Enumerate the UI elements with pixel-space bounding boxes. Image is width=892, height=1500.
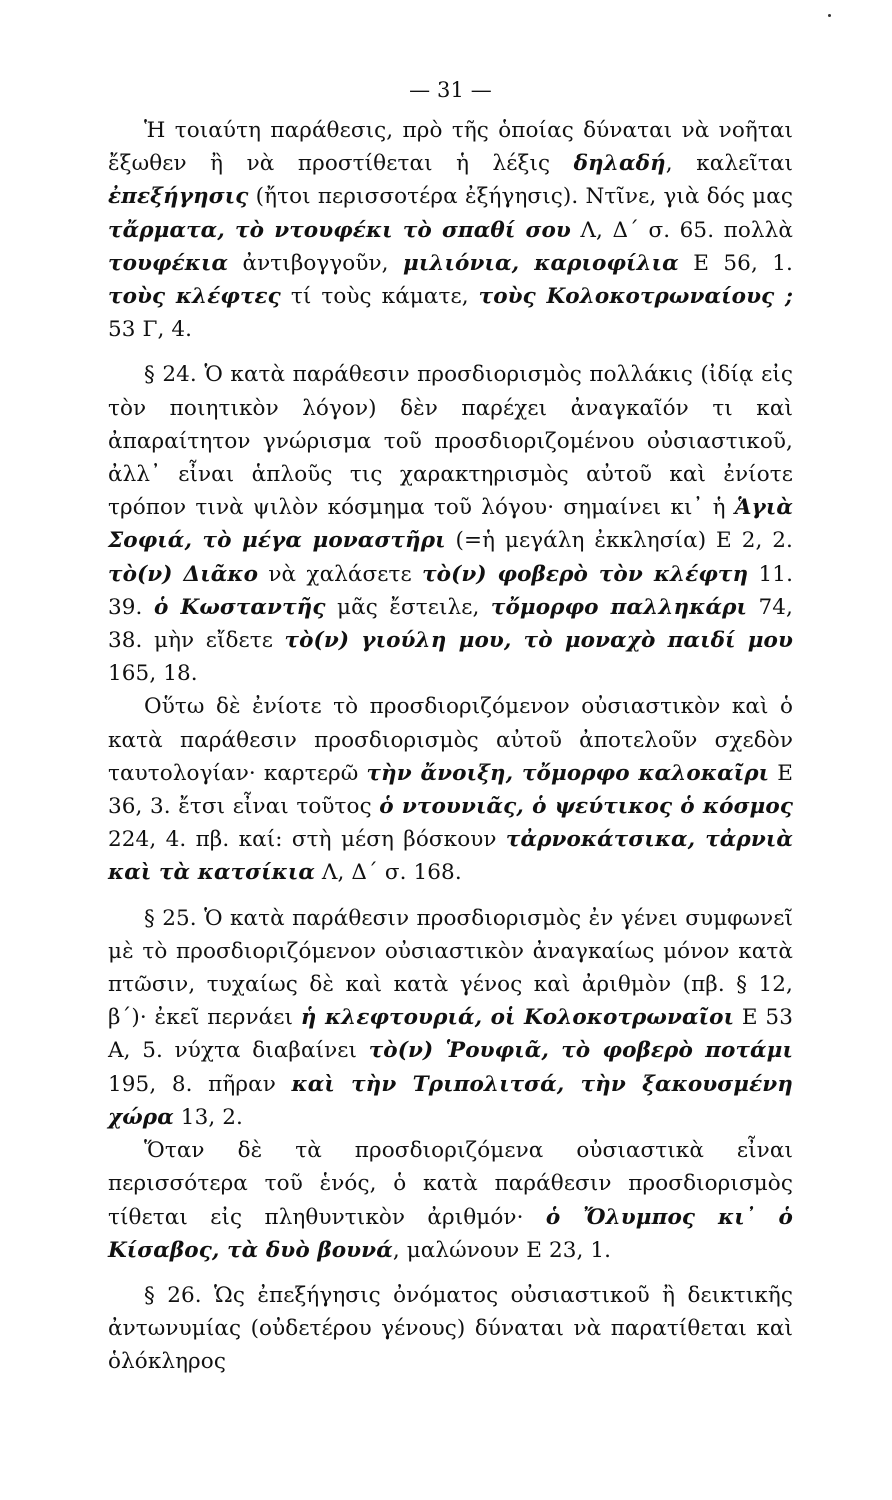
example-phrase: ὁ Ὄλυμπος κι᾽ ὁ Κίσαβος, τὰ δυὸ βουνά [108, 1204, 794, 1263]
text-run: μᾶς ἔστειλε, [325, 594, 491, 620]
text-run: , μαλώνουν Ε 23, 1. [392, 1237, 612, 1263]
paragraph [108, 114, 793, 346]
example-phrase: τὴν ἄνοιξη, τὄμορφο καλοκαῖρι [366, 760, 770, 786]
text-run: § 26. Ὡς ἐπεξήγησις ὀνόματος οὐσιαστικοῦ ἢ δεικτικῆς ἀντωνυμίας (οὐδετέρου γένους) δύναται νὰ παρατίθεται καὶ ὁλόκληρος [108, 1282, 793, 1375]
text-run: (=ἡ μεγάλη ἐκκλησία) Ε 2, 2. [445, 528, 793, 554]
paragraph [108, 1134, 793, 1267]
example-phrase: τουφέκια [108, 250, 229, 276]
text-run: § 25. Ὁ κατὰ παράθεσιν προσδιορισμὸς ἐν γένει συμφωνεῖ μὲ τὸ προσδιοριζόμενον οὐσιαστικὸν ἀναγκαίως μόνον κατὰ πτῶσιν, τυχαίως δὲ καὶ κατὰ γένος καὶ ἀριθμὸν (πβ. § 12, β΄)· ἐκεῖ περνάει [108, 905, 793, 1031]
text-run: νὰ χαλάσετε [258, 561, 423, 587]
text-run: § 24. Ὁ κατὰ παράθεσιν προσδιορισμὸς πολλάκις (ἰδίᾳ εἰς τὸν ποιητικὸν λόγον) δὲν παρέχει ἀναγκαῖόν τι καὶ ἀπαραίτητον γνώρισμα τοῦ προσδιοριζομένου οὐσιαστικοῦ, ἀλλ᾽ εἶναι ἁπλοῦς τις χαρακτηρισμὸς αὐτοῦ καὶ ἐνίοτε τρόπον τινὰ ψιλὸν κόσμημα τοῦ λόγου· σημαίνει κι᾽ ἡ [108, 362, 793, 521]
text-run: Λ, Δ΄ σ. 168. [315, 860, 462, 886]
example-phrase: τἄρματα, τὸ ντουφέκι τὸ σπαθί σου [108, 217, 571, 243]
example-phrase: μιλιόνια, καριοφίλια [403, 250, 679, 276]
text-run: Ε 36, 3. ἔτσι εἶναι τοῦτος [108, 760, 793, 820]
text-run: Ε 53 Α, 5. νύχτα διαβαίνει [108, 1005, 793, 1064]
example-phrase: δηλαδή [573, 151, 666, 177]
example-phrase: τὸ(ν) γιούλη μου, τὸ μοναχὸ παιδί μου [284, 628, 793, 654]
paragraph [108, 690, 793, 889]
text-run: 224, 4. πβ. καί: στὴ μέση βόσκουν [108, 827, 506, 853]
example-phrase: τὸ(ν) Διᾶκο [108, 561, 259, 587]
paragraph [108, 358, 793, 690]
text-run: ἀντιβογγοῦν, [228, 250, 403, 276]
text-run: (ἤτοι περισσοτέρα ἐξήγησις). Ντῖνε, γιὰ δός μας [248, 184, 793, 210]
example-phrase: τἀρνοκάτσικα, τἀρνιὰ καὶ τὰ κατσίκια [108, 827, 793, 886]
text-run: Ὅταν δὲ τὰ προσδιοριζόμενα οὐσιαστικὰ εἶναι περισσότερα τοῦ ἑνός, ὁ κατὰ παράθεσιν προσδιορισμὸς τίθεται εἰς πληθυντικὸν ἀριθμόν· [108, 1138, 793, 1230]
text-run: Οὕτω δὲ ἐνίοτε τὸ προσδιοριζόμενον οὐσιαστικὸν καὶ ὁ κατὰ παράθεσιν προσδιορισμὸς αὐτοῦ ἀποτελοῦν σχεδὸν ταυτολογίαν· καρτερῶ [108, 694, 793, 786]
example-phrase: ἡ κλεφτουριά, οἱ Κολοκοτρωναῖοι [300, 1005, 735, 1031]
text-run: Λ, Δ΄ σ. 65. πολλὰ [570, 217, 793, 243]
text-run: 11. 39. [108, 561, 794, 620]
text-run: 13, 2. [173, 1104, 243, 1130]
example-phrase: ὁ ντουνιᾶς, ὁ ψεύτικος ὁ κόσμος [379, 794, 794, 820]
example-phrase: τὄμορφο παλληκάρι [490, 594, 748, 620]
paragraph [108, 1279, 793, 1379]
speck-mark [828, 14, 831, 17]
document-page [108, 70, 793, 1379]
text-run: 195, 8. πῆραν [108, 1071, 292, 1097]
body-text [108, 114, 793, 1379]
text-run: 74, 38. μὴν εἴδετε [108, 594, 793, 654]
text-run: 53 Γ, 4. [108, 317, 193, 343]
text-run: , καλεῖται [665, 151, 793, 177]
example-phrase: Ἁγιὰ Σοφιά, τὸ μέγα μοναστῆρι [108, 495, 793, 554]
text-run: 165, 18. [108, 661, 198, 687]
example-phrase: τοὺς κλέφτες [108, 284, 281, 310]
example-phrase: τὸ(ν) φοβερὸ τὸν κλέφτη [422, 561, 749, 587]
example-phrase: τὸ(ν) Ῥουφιᾶ, τὸ φοβερὸ ποτάμι [368, 1038, 793, 1064]
text-run: Ἡ τοιαύτη παράθεσις, πρὸ τῆς ὁποίας δύναται νὰ νοῆται ἔξωθεν ἢ νὰ προστίθεται ἡ λέξις [108, 118, 793, 177]
paragraph [108, 902, 793, 1134]
example-phrase: ἐπεξήγησις [108, 184, 249, 210]
example-phrase: τοὺς Κολοκοτρωναίους ; [478, 284, 793, 310]
text-run: τί τοὺς κάματε, [280, 284, 479, 310]
example-phrase: ὁ Κωσταντῆς [153, 594, 326, 620]
example-phrase: καὶ τὴν Τριπολιτσά, τὴν ξακουσμένη χώρα [108, 1071, 793, 1130]
text-run: Ε 56, 1. [678, 250, 793, 276]
page-number: — 31 — [409, 78, 492, 102]
